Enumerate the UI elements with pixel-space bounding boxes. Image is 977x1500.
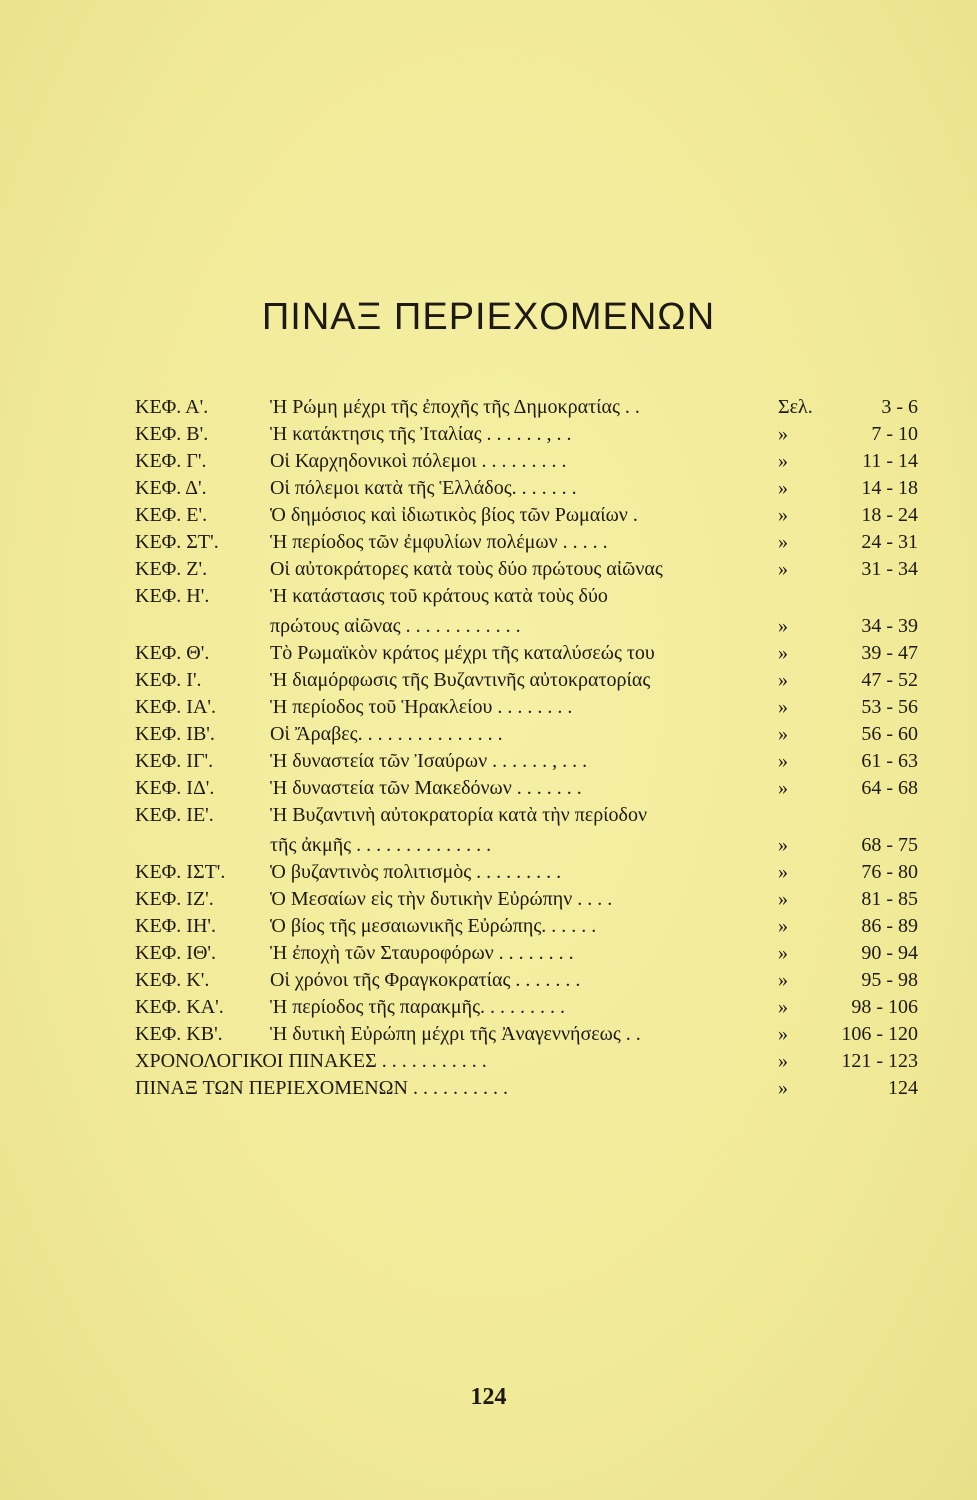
toc-row bbox=[0, 774, 977, 802]
toc-page-range: 64 - 68 bbox=[861, 777, 918, 799]
page-title: ΠΙΝΑΞ ΠΕΡΙΕΧΟΜΕΝΩΝ bbox=[261, 296, 716, 338]
toc-row bbox=[0, 555, 977, 583]
toc-chapter-label: ΚΕΦ. ΙΖ'. bbox=[135, 888, 214, 910]
toc-chapter-label: ΚΕΦ. Η'. bbox=[135, 585, 210, 607]
toc-chapter-label: ΚΕΦ. ΙΒ'. bbox=[135, 723, 215, 745]
toc-row bbox=[0, 912, 977, 940]
toc-entry-title: Ὁ Μεσαίων εἰς τὴν δυτικὴν Εὐρώπην . . . . bbox=[270, 888, 613, 910]
toc-entry-title: Οἱ αὐτοκράτορες κατὰ τοὺς δύο πρώτους αἰῶνας bbox=[270, 558, 663, 580]
toc-page-range: 14 - 18 bbox=[861, 477, 918, 499]
toc-row bbox=[0, 801, 977, 829]
toc-row bbox=[0, 474, 977, 502]
toc-page-range: 31 - 34 bbox=[861, 558, 918, 580]
toc-chapter-label: ΚΕΦ. Ι'. bbox=[135, 669, 202, 691]
toc-row bbox=[0, 858, 977, 886]
toc-page-prefix: » bbox=[778, 558, 788, 580]
toc-page-prefix: » bbox=[778, 969, 788, 991]
toc-chapter-label: ΚΕΦ. ΙΕ'. bbox=[135, 804, 214, 826]
toc-page-range: 53 - 56 bbox=[861, 696, 918, 718]
toc-page-range: 11 - 14 bbox=[862, 450, 918, 472]
toc-entry-title: Ὁ βυζαντινὸς πολιτισμὸς . . . . . . . . . bbox=[270, 861, 562, 883]
toc-page-range: 95 - 98 bbox=[861, 969, 918, 991]
toc-entry-title: Ἡ κατάστασις τοῦ κράτους κατὰ τοὺς δύο bbox=[270, 585, 608, 607]
toc-row bbox=[0, 993, 977, 1021]
toc-row bbox=[0, 966, 977, 994]
toc-page-prefix: » bbox=[778, 1023, 788, 1045]
toc-entry-title: ΠΙΝΑΞ ΤΩΝ ΠΕΡΙΕΧΟΜΕΝΩΝ . . . . . . . . . . bbox=[135, 1077, 508, 1099]
toc-page-range: 81 - 85 bbox=[861, 888, 918, 910]
toc-row bbox=[0, 831, 977, 859]
toc-entry-title: Ὁ βίος τῆς μεσαιωνικῆς Εὐρώπης. . . . . . bbox=[270, 915, 597, 937]
toc-chapter-label: ΚΕΦ. ΙΔ'. bbox=[135, 777, 215, 799]
toc-page-range: 121 - 123 bbox=[841, 1050, 918, 1072]
toc-page-prefix: Σελ. bbox=[778, 396, 813, 418]
toc-entry-title: Ἡ Βυζαντινὴ αὐτοκρατορία κατὰ τὴν περίοδον bbox=[270, 804, 648, 826]
toc-row bbox=[0, 1074, 977, 1102]
toc-page-prefix: » bbox=[778, 615, 788, 637]
toc-page-prefix: » bbox=[778, 942, 788, 964]
toc-row bbox=[0, 582, 977, 610]
toc-chapter-label: ΚΕΦ. ΙΗ'. bbox=[135, 915, 216, 937]
toc-row bbox=[0, 420, 977, 448]
page-number: 124 bbox=[470, 1384, 507, 1410]
toc-page-prefix: » bbox=[778, 477, 788, 499]
toc-row bbox=[0, 447, 977, 475]
toc-page-range: 76 - 80 bbox=[861, 861, 918, 883]
toc-chapter-label: ΚΕΦ. ΙΑ'. bbox=[135, 696, 216, 718]
toc-entry-title: Ἡ δυτικὴ Εὐρώπη μέχρι τῆς Ἀναγεννήσεως . . bbox=[270, 1023, 641, 1045]
toc-entry-title: Ὁ δημόσιος καὶ ἰδιωτικὸς βίος τῶν Ρωμαίων . bbox=[270, 504, 638, 526]
toc-page-range: 56 - 60 bbox=[861, 723, 918, 745]
toc-entry-title: Ἡ περίοδος τῶν ἐμφυλίων πολέμων . . . . . bbox=[270, 531, 608, 553]
toc-row bbox=[0, 939, 977, 967]
toc-chapter-label: ΚΕΦ. Β'. bbox=[135, 423, 209, 445]
toc-page-prefix: » bbox=[778, 642, 788, 664]
toc-page-prefix: » bbox=[778, 450, 788, 472]
toc-page-prefix: » bbox=[778, 915, 788, 937]
toc-chapter-label: ΚΕΦ. Ζ'. bbox=[135, 558, 208, 580]
toc-page-range: 34 - 39 bbox=[861, 615, 918, 637]
toc-chapter-label: ΚΕΦ. Ε'. bbox=[135, 504, 208, 526]
toc-entry-title: Οἱ χρόνοι τῆς Φραγκοκρατίας . . . . . . . bbox=[270, 969, 581, 991]
toc-page-prefix: » bbox=[778, 834, 788, 856]
toc-entry-title: Ἡ δυναστεία τῶν Μακεδόνων . . . . . . . bbox=[270, 777, 582, 799]
toc-page-prefix: » bbox=[778, 996, 788, 1018]
toc-entry-title: Οἱ Καρχηδονικοὶ πόλεμοι . . . . . . . . . bbox=[270, 450, 567, 472]
toc-page-prefix: » bbox=[778, 723, 788, 745]
toc-entry-title: Ἡ Ρώμη μέχρι τῆς ἐποχῆς τῆς Δημοκρατίας . . bbox=[270, 396, 640, 418]
toc-chapter-label: ΚΕΦ. ΚΑ'. bbox=[135, 996, 224, 1018]
toc-entry-title: Οἱ Ἄραβες. . . . . . . . . . . . . . . bbox=[270, 723, 503, 745]
toc-page-range: 7 - 10 bbox=[871, 423, 918, 445]
toc-page-prefix: » bbox=[778, 1077, 788, 1099]
toc-page-prefix: » bbox=[778, 669, 788, 691]
toc-page-range: 47 - 52 bbox=[861, 669, 918, 691]
toc-page-prefix: » bbox=[778, 777, 788, 799]
toc-entry-title: Ἡ ἐποχὴ τῶν Σταυροφόρων . . . . . . . . bbox=[270, 942, 574, 964]
toc-page-range: 98 - 106 bbox=[851, 996, 918, 1018]
toc-entry-title: Οἱ πόλεμοι κατὰ τῆς Ἑλλάδος. . . . . . . bbox=[270, 477, 577, 499]
toc-page-range: 68 - 75 bbox=[861, 834, 918, 856]
toc-page-range: 124 bbox=[888, 1077, 918, 1099]
toc-chapter-label: ΚΕΦ. Θ'. bbox=[135, 642, 210, 664]
toc-page-range: 3 - 6 bbox=[881, 396, 918, 418]
toc-row bbox=[0, 1047, 977, 1075]
toc-entry-title: Ἡ κατάκτησις τῆς Ἰταλίας . . . . . . , . . bbox=[270, 423, 572, 445]
toc-page-prefix: » bbox=[778, 861, 788, 883]
toc-row bbox=[0, 720, 977, 748]
toc-page-range: 39 - 47 bbox=[861, 642, 918, 664]
toc-row bbox=[0, 747, 977, 775]
toc-row bbox=[0, 612, 977, 640]
toc-entry-title: Ἡ διαμόρφωσις τῆς Βυζαντινῆς αὐτοκρατορίας bbox=[270, 669, 651, 691]
toc-row bbox=[0, 639, 977, 667]
toc-chapter-label: ΚΕΦ. Α'. bbox=[135, 396, 209, 418]
toc-page-range: 86 - 89 bbox=[861, 915, 918, 937]
toc-entry-title: πρώτους αἰῶνας . . . . . . . . . . . . bbox=[270, 615, 521, 637]
toc-page-prefix: » bbox=[778, 504, 788, 526]
toc-entry-title: Ἡ δυναστεία τῶν Ἰσαύρων . . . . . . , . . . bbox=[270, 750, 588, 772]
toc-chapter-label: ΚΕΦ. Κ'. bbox=[135, 969, 210, 991]
toc-page-prefix: » bbox=[778, 1050, 788, 1072]
toc-page-range: 90 - 94 bbox=[861, 942, 918, 964]
toc-row bbox=[0, 693, 977, 721]
toc-row bbox=[0, 393, 977, 421]
toc-row bbox=[0, 885, 977, 913]
toc-row bbox=[0, 666, 977, 694]
toc-page-range: 61 - 63 bbox=[861, 750, 918, 772]
toc-entry-title: Ἡ περίοδος τῆς παρακμῆς. . . . . . . . . bbox=[270, 996, 566, 1018]
toc-entry-title: Ἡ περίοδος τοῦ Ἡρακλείου . . . . . . . . bbox=[270, 696, 573, 718]
toc-chapter-label: ΚΕΦ. ΙΘ'. bbox=[135, 942, 216, 964]
toc-entry-title: ΧΡΟΝΟΛΟΓΙΚΟΙ ΠΙΝΑΚΕΣ . . . . . . . . . . . bbox=[135, 1050, 487, 1072]
toc-page-range: 106 - 120 bbox=[841, 1023, 918, 1045]
toc-chapter-label: ΚΕΦ. Γ'. bbox=[135, 450, 207, 472]
toc-page-prefix: » bbox=[778, 888, 788, 910]
toc-entry-title: Τὸ Ρωμαϊκὸν κράτος μέχρι τῆς καταλύσεώς του bbox=[270, 642, 655, 664]
toc-page-prefix: » bbox=[778, 531, 788, 553]
toc-chapter-label: ΚΕΦ. ΣΤ'. bbox=[135, 531, 219, 553]
toc-row bbox=[0, 528, 977, 556]
toc-entry-title: τῆς ἀκμῆς . . . . . . . . . . . . . . bbox=[270, 834, 492, 856]
toc-chapter-label: ΚΕΦ. Δ'. bbox=[135, 477, 207, 499]
toc-row bbox=[0, 1020, 977, 1048]
toc-page-prefix: » bbox=[778, 423, 788, 445]
toc-chapter-label: ΚΕΦ. ΙΓ'. bbox=[135, 750, 214, 772]
toc-page-range: 24 - 31 bbox=[861, 531, 918, 553]
toc-row bbox=[0, 501, 977, 529]
toc-chapter-label: ΚΕΦ. ΚΒ'. bbox=[135, 1023, 223, 1045]
toc-page-prefix: » bbox=[778, 696, 788, 718]
toc-page-range: 18 - 24 bbox=[861, 504, 918, 526]
toc-page-prefix: » bbox=[778, 750, 788, 772]
toc-chapter-label: ΚΕΦ. ΙΣΤ'. bbox=[135, 861, 226, 883]
